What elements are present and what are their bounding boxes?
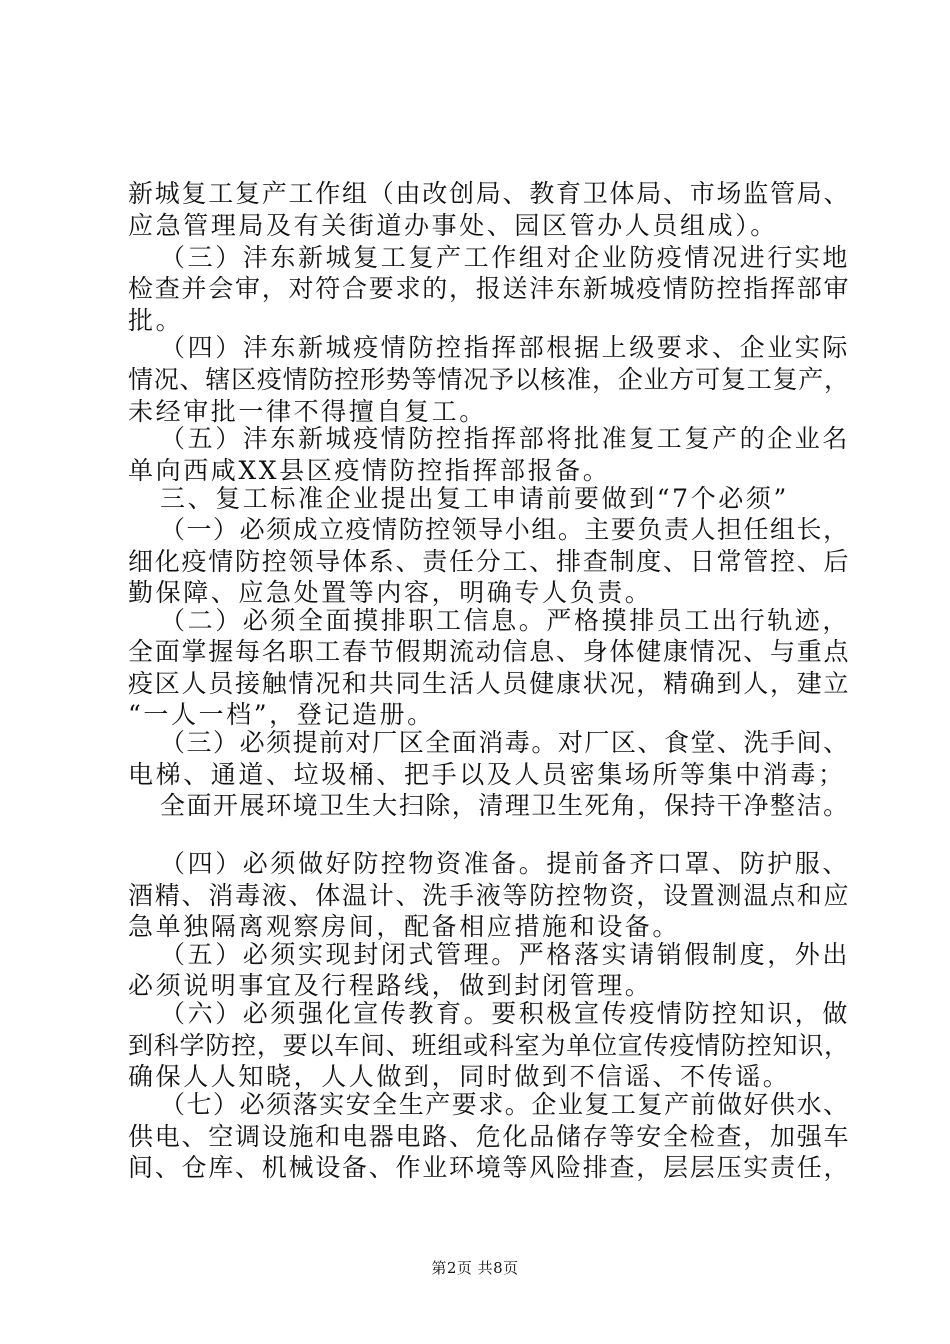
body-line: （四）沣东新城疫情防控指挥部根据上级要求、企业实际 xyxy=(160,333,851,362)
body-line: 电梯、通道、垃圾桶、把手以及人员密集场所等集中消毒； xyxy=(128,760,846,789)
body-line: “一人一档”，登记造册。 xyxy=(128,700,435,729)
body-line: 检查并会审，对符合要求的，报送沣东新城疫情防控指挥部审 xyxy=(128,274,851,303)
body-line: 勤保障、应急处置等内容，明确专人负责。 xyxy=(128,578,653,607)
body-line: 细化疫情防控领导体系、责任分工、排查制度、日常管控、后 xyxy=(128,547,851,576)
body-line: 急单独隔离观察房间，配备相应措施和设备。 xyxy=(128,912,681,941)
body-line: 新城复工复产工作组（由改创局、教育卫体局、市场监管局、 xyxy=(128,179,851,208)
page-footer: 第2页 共8页 xyxy=(431,1259,519,1277)
body-line: 应急管理局及有关街道办事处、园区管办人员组成）。 xyxy=(128,211,778,240)
body-line: （二）必须全面摸排职工信息。严格摸排员工出行轨迹， xyxy=(160,606,851,635)
body-line: 酒精、消毒液、体温计、洗手液等防控物资，设置测温点和应 xyxy=(128,881,851,910)
body-line: 供电、空调设施和电器电路、危化品储存等安全检查，加强车 xyxy=(128,1122,851,1151)
body-line: 间、仓库、机械设备、作业环境等风险排查，层层压实责任， xyxy=(128,1153,851,1182)
body-line: 全面开展环境卫生大扫除，清理卫生死角，保持干净整洁。 xyxy=(160,791,850,820)
body-line: （三）沣东新城复工复产工作组对企业防疫情况进行实地 xyxy=(160,243,851,272)
body-line: 情况、辖区疫情防控形势等情况予以核准，企业方可复工复产， xyxy=(128,365,850,394)
body-line: 批。 xyxy=(128,306,184,335)
body-line: 疫区人员接触情况和共同生活人员健康状况，精确到人，建立 xyxy=(128,669,851,698)
body-line: 必须说明事宜及行程路线，做到封闭管理。 xyxy=(128,971,653,1000)
body-line: 单向西咸XX县区疫情防控指挥部报备。 xyxy=(128,456,611,485)
body-line: （七）必须落实安全生产要求。企业复工复产前做好供水、 xyxy=(160,1090,850,1119)
body-line: （三）必须提前对厂区全面消毒。对厂区、食堂、洗手间、 xyxy=(160,728,850,757)
body-line: （五）必须实现封闭式管理。严格落实请销假制度，外出 xyxy=(160,940,851,969)
body-line: 到科学防控，要以车间、班组或科室为单位宣传疫情防控知识， xyxy=(128,1031,850,1060)
body-line: （一）必须成立疫情防控领导小组。主要负责人担任组长， xyxy=(160,515,850,544)
section-heading: 三、复工标准企业提出复工申请前要做到“7个必须” xyxy=(160,484,789,513)
body-line: （四）必须做好防控物资准备。提前备齐口罩、防护服、 xyxy=(160,849,851,878)
body-line: （五）沣东新城疫情防控指挥部将批准复工复产的企业名 xyxy=(160,424,851,453)
body-line: 未经审批一律不得擅自复工。 xyxy=(128,397,487,426)
body-line: （六）必须强化宣传教育。要积极宣传疫情防控知识，做 xyxy=(160,999,851,1028)
body-line: 确保人人知晓，人人做到，同时做到不信谣、不传谣。 xyxy=(128,1062,791,1091)
body-line: 全面掌握每名职工春节假期流动信息、身体健康情况、与重点 xyxy=(128,637,851,666)
